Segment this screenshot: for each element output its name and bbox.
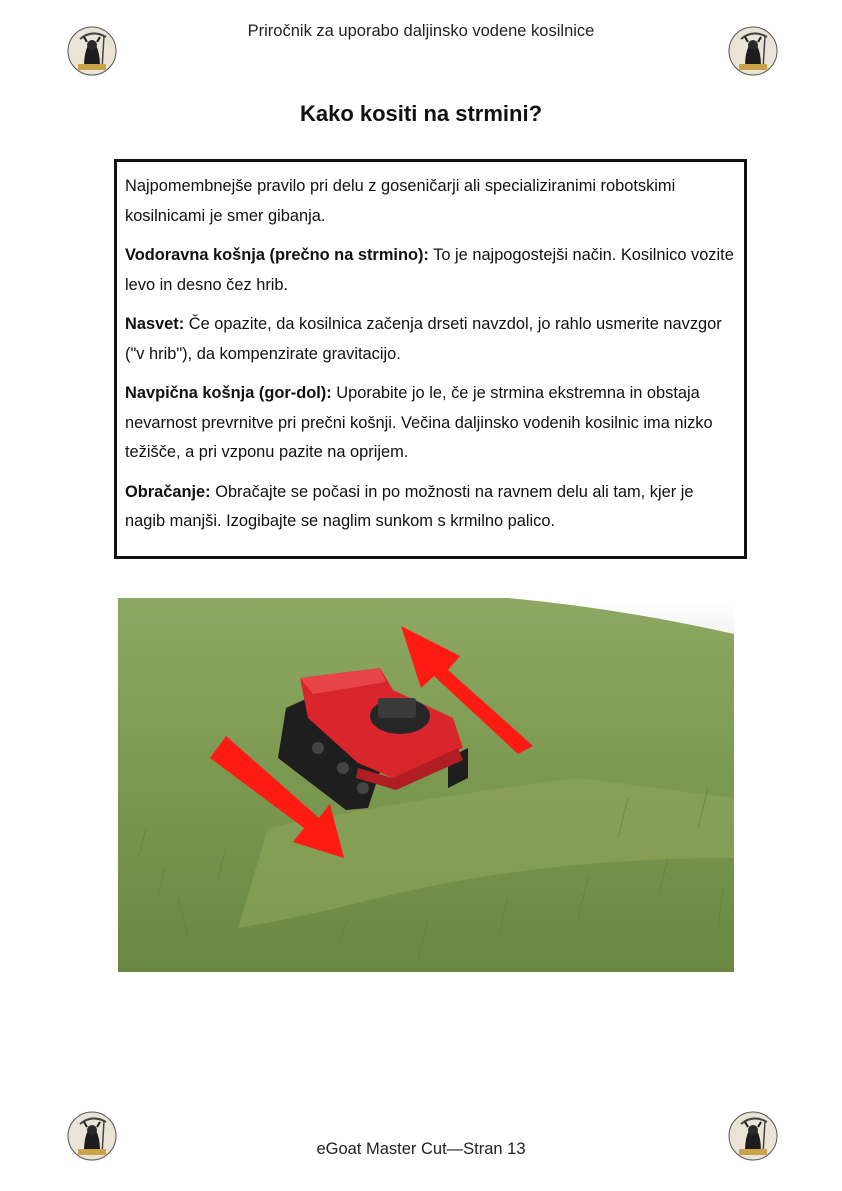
- section-label: Vodoravna košnja (prečno na strmino):: [125, 246, 429, 264]
- intro-paragraph: Najpomembnejše pravilo pri delu z goseničarji ali specializiranimi robotskimi kosilnicami je smer gibanja.: [125, 177, 676, 225]
- page-title: Kako kositi na strmini?: [299, 101, 543, 126]
- section-text: Obračajte se počasi in po možnosti na ravnem delu ali tam, kjer je nagib manjši. Izogibajte se naglim sunkom s krmilno palico.: [125, 482, 694, 530]
- header-title: Priročnik za uporabo daljinsko vodene kosilnice: [247, 22, 595, 40]
- section-vertical-mowing: [125, 379, 736, 468]
- section-label: Navpična košnja (gor-dol):: [125, 384, 332, 402]
- goat-reaper-logo-icon: [66, 25, 118, 77]
- section-label: Obračanje:: [125, 482, 211, 501]
- section-label: Nasvet:: [125, 315, 185, 333]
- section-text: Uporabite jo le, če je strmina ekstremna in obstaja nevarnost prevrnitve pri prečni košnji. Večina daljinsko vodenih kosilnic ima nizko težišče, a pri vzponu pazite na oprijem.: [125, 384, 713, 461]
- goat-reaper-logo-icon: [727, 1110, 779, 1162]
- section-turning: [125, 478, 736, 537]
- info-box: [114, 159, 747, 559]
- section-horizontal-mowing: [125, 241, 736, 300]
- section-tip: [125, 310, 736, 369]
- section-text: Če opazite, da kosilnica začenja drseti navzdol, jo rahlo usmerite navzgor ("v hrib"), da kompenzirate gravitacijo.: [125, 315, 722, 363]
- goat-reaper-logo-icon: [727, 25, 779, 77]
- mower-slope-photo: [118, 598, 734, 972]
- footer-page-label: eGoat Master Cut—Stran 13: [316, 1140, 526, 1158]
- section-text: To je najpogostejši način. Kosilnico vozite levo in desno čez hrib.: [125, 246, 734, 294]
